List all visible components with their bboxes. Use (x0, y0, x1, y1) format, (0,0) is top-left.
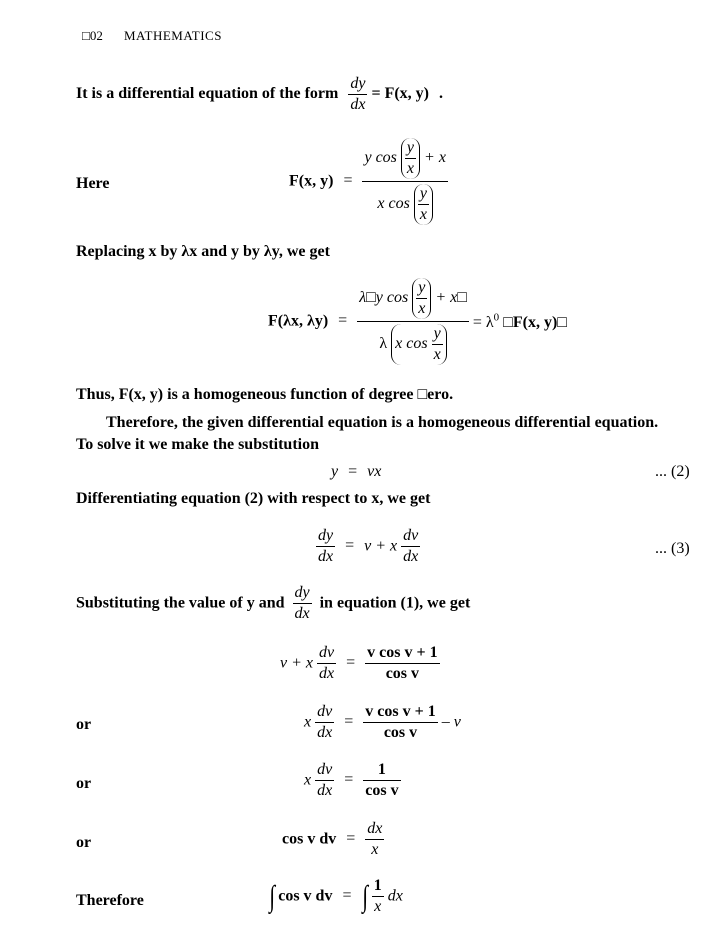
equation-3 (316, 526, 420, 567)
substituting-line (76, 583, 470, 624)
eq3-rhs-pre: v + x (364, 537, 398, 555)
num-pre: λ□y cos (359, 289, 409, 307)
den-lambda: λ (379, 335, 388, 353)
differentiating-line: Differentiating equation (2) with respect to x, we get (76, 490, 431, 507)
dy-dx-fraction: $\frac{dy}{dx}$ (294, 584, 310, 622)
exponent: 0 (493, 311, 500, 324)
lambda-equation (268, 278, 567, 365)
lhs: cos v dv (282, 830, 337, 848)
substituting-post: in equation (1), we get (319, 594, 471, 612)
step-4-equation (282, 819, 384, 860)
here-fraction (362, 138, 447, 225)
here-label: Here (76, 175, 110, 192)
equals-sign: = (342, 887, 352, 905)
running-header-title: MATHEMATICS (124, 28, 222, 43)
rhs-fraction: $\frac{\text{v cos v + 1}}{\text{cos v}}$ (367, 644, 438, 682)
thus-line: Thus, F(x, y) is a homogeneous function of degree □ero. (76, 386, 454, 403)
here-lhs: F(x, y) (289, 172, 334, 190)
page-number: □02 (82, 28, 103, 43)
inner-den: x (406, 160, 415, 177)
inner-den: x (418, 300, 426, 317)
equation-2-tag: ... (2) (655, 463, 690, 480)
rhs-post: – v (441, 713, 461, 731)
lambda-lhs: F(λx, λy) (268, 312, 329, 330)
equals-sign: = (338, 312, 348, 330)
replacing-line: Replacing x by λx and y by λy, we get (76, 243, 330, 260)
rhs-post: dx (387, 887, 403, 905)
therefore-line-2: To solve it we make the substitution (76, 436, 319, 453)
integral-sign: ∫ (269, 879, 275, 913)
equals-sign: = (344, 713, 354, 731)
here-numerator (362, 138, 447, 181)
frac-den: dx (350, 96, 366, 113)
intro-line (76, 74, 443, 115)
step-4-label: or (76, 834, 92, 851)
lambda-fraction (357, 278, 469, 365)
inner-num: y (433, 325, 441, 342)
dv-dx-fraction: $\frac{dv}{dx}$ (319, 644, 335, 682)
therefore-line-1: Therefore, the given differential equation is a homogeneous differential equation. (106, 414, 659, 431)
lhs-pre: x (304, 771, 312, 789)
dy-dx-fraction: $\frac{dy}{dx}$ (318, 527, 334, 565)
eq2-rhs: vx (367, 463, 382, 480)
lhs-pre: v + x (280, 654, 313, 672)
step-2-equation (304, 702, 461, 743)
equals-sign: = (344, 771, 354, 789)
equals-sign: = (348, 463, 358, 480)
step-1-equation (280, 643, 440, 684)
dv-dx-fraction: $\frac{dv}{dx}$ (317, 703, 333, 741)
here-equation (289, 138, 448, 225)
frac-num: dy (350, 75, 366, 92)
intro-end: . (439, 85, 443, 103)
step-3-equation (304, 760, 401, 801)
rhs-post: □F(x, y)□ (499, 313, 567, 331)
equals-sign: = (343, 172, 353, 190)
one-over-x-fraction: $\frac{1}{x}$ (373, 877, 382, 915)
den-pre: x cos (395, 335, 428, 353)
equals-sign: = (345, 537, 355, 555)
num-post: + x (424, 149, 446, 167)
intro-rhs: = F(x, y) (371, 85, 429, 103)
step-5-equation (268, 876, 403, 917)
num-pre: y cos (364, 149, 397, 167)
equals-sign: = (346, 654, 356, 672)
den-pre: x cos (377, 195, 410, 213)
dv-dx-fraction: $\frac{dv}{dx}$ (403, 527, 419, 565)
lhs: cos v dv (278, 887, 333, 905)
num-post: + x□ (435, 289, 467, 307)
dv-dx-fraction: $\frac{dv}{dx}$ (317, 761, 333, 799)
dx-x-fraction: $\frac{dx}{x}$ (367, 820, 383, 858)
equals-sign: = (346, 830, 356, 848)
lambda-rhs: = $\lambda^0$ □F(x, y)□ (472, 311, 567, 331)
inner-den: x (419, 206, 427, 223)
equation-3-tag: ... (3) (655, 540, 690, 557)
lhs-pre: x (304, 713, 312, 731)
here-denominator (362, 181, 447, 225)
eq2-lhs: y (331, 463, 339, 480)
equation-2 (331, 463, 381, 481)
step-5-label: Therefore (76, 892, 144, 909)
rhs-fraction: $\frac{1}{\text{cos v}}$ (365, 761, 399, 799)
lambda-denominator (357, 321, 469, 365)
intro-text: It is a differential equation of the form (76, 85, 339, 103)
inner-num: y (418, 279, 426, 296)
substituting-pre: Substituting the value of y and (76, 594, 285, 612)
dy-dx-fraction (348, 74, 367, 115)
rhs-fraction: $\frac{\text{v cos v + 1}}{\text{cos v}}$ (365, 703, 436, 741)
lambda-numerator (357, 278, 469, 321)
inner-num: y (406, 139, 415, 156)
inner-num: y (419, 185, 427, 202)
step-2-label: or (76, 716, 92, 733)
integral-sign: ∫ (362, 879, 369, 913)
step-3-label: or (76, 775, 92, 792)
inner-den: x (433, 346, 441, 363)
